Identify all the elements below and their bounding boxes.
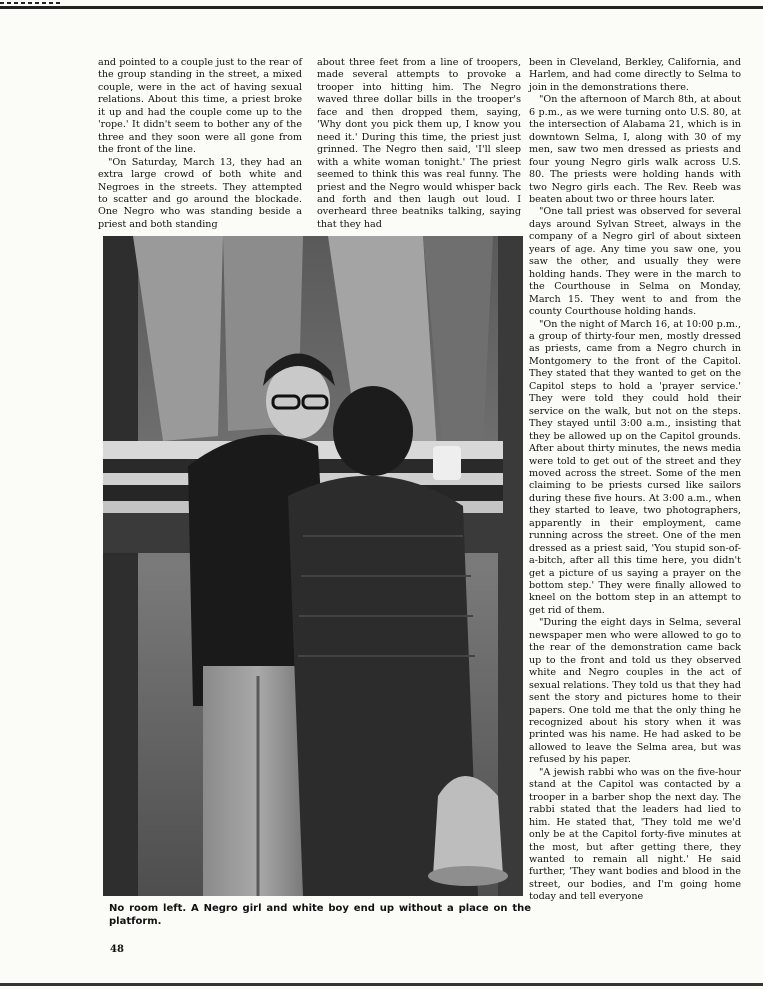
bottom-rule bbox=[0, 983, 763, 986]
photo-caption: No room left. A Negro girl and white boy end up without a place on the platform. bbox=[109, 903, 531, 927]
page-number: 48 bbox=[110, 944, 124, 955]
paragraph: "A jewish rabbi who was on the five-hour stand at the Capitol was contacted by a trooper in a barber shop the next day. The rabbi stated that the leaders had lied to him. He stated that, 'They told me we'd only be at the Capitol forty-five minutes at the most, but after getting there, they wanted to remain all night.' He said further, 'They want bodies and blood in the street, our bodies, and I'm going home today and tell everyone bbox=[529, 766, 741, 903]
paragraph: and pointed to a couple just to the rear of the group standing in the street, a mixed couple, were in the act of having sexual relations. About this time, a priest broke it up and had the couple come up to the 'rope.' It didn't seem to bother any of the three and they soon were all gone from the front of the line. bbox=[98, 57, 302, 156]
paragraph: "One tall priest was observed for several days around Sylvan Street, always in the company of a Negro girl of about sixteen years of age. Any time you saw one, you saw the other, and usually they were holding hands. They were in the march to the Courthouse in Selma on Monday, March 15. They went to and from the county Courthouse holding hands. bbox=[529, 206, 741, 318]
paragraph: "On the night of March 16, at 10:00 p.m., a group of thirty-four men, mostly dressed as priests, came from a Negro church in Montgomery to the front of the Capitol. They stated that they wanted to get on the Capitol steps to hold a 'prayer service.' They were told they could hold their service on the walk, but not on the steps. They stayed until 3:00 a.m., insisting that they be allowed up on the Capitol grounds. After about thirty minutes, the news media were told to get out of the street and they moved across the street. Some of the men claiming to be priests cursed like sailors during these five hours. At 3:00 a.m., when they started to leave, two photographers, apparently in their employment, came running across the street. One of the men dressed as a priest said, 'You stupid son-of-a-bitch, after all this time here, you didn't get a picture of us saying a prayer on the bottom step.' They were finally allowed to kneel on the bottom step in an attempt to get rid of them. bbox=[529, 318, 741, 616]
text-column-3 bbox=[529, 57, 741, 962]
text-column-1 bbox=[98, 57, 302, 235]
top-rule bbox=[0, 6, 763, 9]
paragraph: "During the eight days in Selma, several newspaper men who were allowed to go to the rear of the demonstration came back up to the front and told us they observed white and Negro couples in the act of sexual relations. They told us that they had sent the story and pictures home to their papers. One told me that the only thing he recognized about his story when it was printed was his name. He had asked to be allowed to leave the Selma area, but was refused by his paper. bbox=[529, 617, 741, 766]
text-column-2 bbox=[317, 57, 521, 235]
paragraph: "On the afternoon of March 8th, at about 6 p.m., as we were turning onto U.S. 80, at the intersection of Alabama 21, which is in downtown Selma, I, along with 30 of my men, saw two men dressed as priests and four young Negro girls walk across U.S. 80. The priests were holding hands with two Negro girls each. The Rev. Reeb was beaten about two or three hours later. bbox=[529, 94, 741, 205]
paragraph: "On Saturday, March 13, they had an extra large crowd of both white and Negroes in the streets. They attempted to scatter and go around the blockade. One Negro who was standing beside a priest and both standing bbox=[98, 156, 302, 230]
paragraph: about three feet from a line of troopers, made several attempts to provoke a trooper into hitting him. The Negro waved three dollar bills in the trooper's face and then dropped them, saying, 'Why dont you pick them up, I know you need it.' During this time, the priest just grinned. The Negro then said, 'I'll sleep with a white woman tonight.' The priest seemed to think this was real funny. The priest and the Negro would whisper back and forth and then laugh out loud. I overheard three beatniks talking, saying that they had bbox=[317, 57, 521, 230]
paragraph: been in Cleveland, Berkley, California, and Harlem, and had come directly to Selma to join in the demonstrations there. bbox=[529, 57, 741, 93]
news-photograph bbox=[103, 236, 523, 896]
